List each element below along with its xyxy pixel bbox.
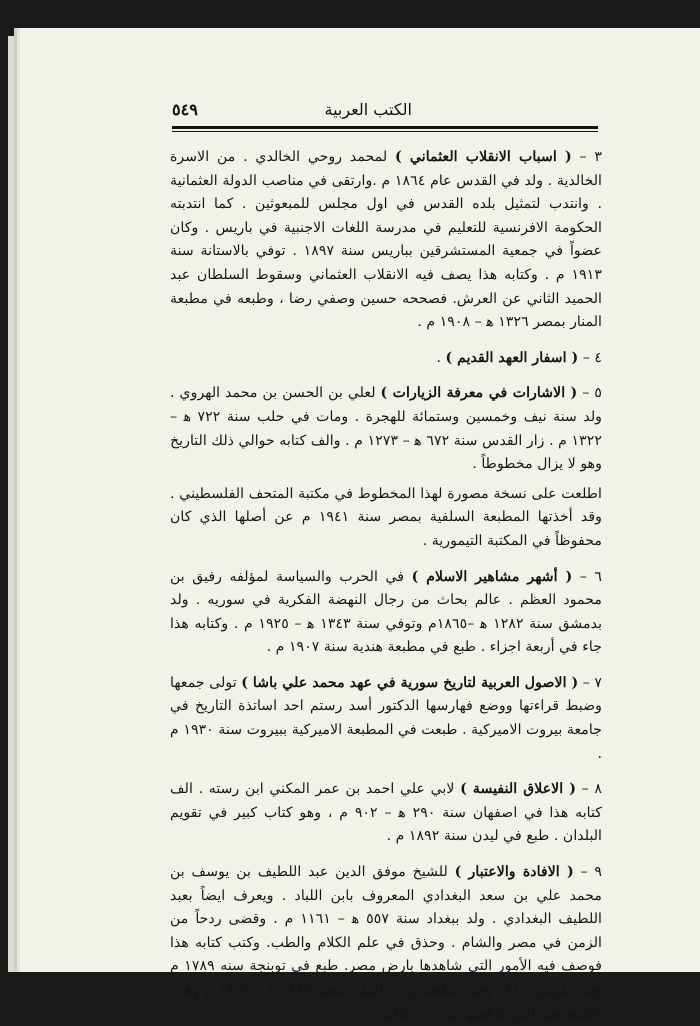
entry-title: ( اسباب الانقلاب العثماني ) bbox=[395, 149, 572, 165]
entry-number: ٦ – bbox=[572, 568, 602, 585]
entry-9 bbox=[170, 861, 602, 1026]
entry-paragraph bbox=[170, 382, 602, 476]
entry-text: لمحمد روحي الخالدي . من الاسرة الخالدية . ولد في القدس عام ١٨٦٤ م .وارتقى في مناصب الدولة العثمانية . وانتدب لتمثيل بلده القدس في اول مجلس للمبعوثين . كما انتدبته الحكومة الافرنسية للتعليم في مدرسة اللغات الاجنبية في باريس . وكان عضواً في جمعية المستشرقين بباريس سنة ١٨٩٧ . توفي بالاستانة سنة ١٩١٣ م . وكتابه هذا يصف فيه الانقلاب العثماني وسقوط السلطان عبد الحميد الثاني عن العرش. فصححه حسين وصفي رضا ، وطبعه في مطبعة المنار بمصر ١٣٢٦ ﻫ – ١٩٠٨ م . bbox=[170, 149, 602, 331]
page-number: ٥٤٩ bbox=[172, 100, 198, 119]
entry-title: ( اسفار العهد القديم ) bbox=[445, 349, 579, 366]
entry-text: . bbox=[436, 349, 446, 366]
running-title: الكتب العربية bbox=[324, 100, 412, 119]
entry-3 bbox=[170, 146, 602, 335]
entry-4 bbox=[170, 347, 602, 371]
entry-title: ( الاعلاق النفيسة ) bbox=[460, 781, 576, 798]
entry-number: ٨ – bbox=[575, 781, 602, 798]
entry-note: اطلعت على نسخة مصورة لهذا المخطوط في مكتبة المتحف الفلسطيني . وقد أخذتها المطبعة السلفية بمصر سنة ١٩٤١ م عن أصلها الذي كان محفوظاً في المكتبة التيمورية . bbox=[170, 485, 602, 549]
entry-6 bbox=[170, 566, 602, 660]
entry-paragraph bbox=[170, 778, 602, 849]
entry-text: تولى جمعها وضبط قراءتها ووضع فهارسها الدكتور أسد رستم احد اساتذة التاريخ في جامعة بيروت الاميركية . طبعت في المطبعة الاميركية ببيروت سنة ١٩٣٠ م . bbox=[170, 674, 602, 762]
entry-8 bbox=[170, 778, 602, 849]
header-rule-thick bbox=[172, 126, 598, 129]
page-header bbox=[172, 100, 598, 122]
entry-number: ٤ – bbox=[578, 349, 602, 366]
entry-text: في الحرب والسياسة لمؤلفه رفيق بن محمود العظم . عالم بحاث من رجال النهضة الفكرية في سوريه . ولد بدمشق سنة ١٢٨٢ ﻫ –١٨٦٥م وتوفي سنة ١٣٤٣ ﻫ – ١٩٢٥ م . وكتابه هذا جاء في أربعة اجزاء . طبع في مطبعة هندية سنة ١٩٠٧ م . bbox=[170, 568, 603, 656]
entry-number: ٣ – bbox=[571, 149, 602, 165]
entry-paragraph bbox=[170, 861, 602, 1026]
entry-title: ( أشهر مشاهير الاسلام ) bbox=[411, 568, 573, 585]
entry-number: ٧ – bbox=[578, 674, 602, 691]
entry-paragraph bbox=[170, 566, 602, 660]
entry-text: لابي علي احمد بن عمر المكني ابن رسته . الف كتابه هذا في اصفهان سنة ٢٩٠ ﻫ – ٩٠٢ م ، وهو كتاب كبير في تقويم البلدان . طبع في ليدن سنة ١٨٩٢ م . bbox=[170, 781, 603, 845]
entry-title: ( الاشارات في معرفة الزيارات ) bbox=[380, 385, 578, 402]
entry-paragraph bbox=[170, 146, 602, 335]
entry-7 bbox=[170, 672, 602, 766]
entry-text: للشيخ موفق الدين عبد اللطيف بن يوسف بن محمد علي بن سعد البغدادي المعروف بابن اللباد . ويعرف ايضاً بعبد اللطيف البغدادي . ولد ببغداد سنة ٥٥٧ ﻫ – ١١٦١ م . وقضى ردحاً من الزمن في مصر والشام . وحذق في علم الكلام والطب. وكتب كتابه هذا فوصف فيه الأمور التي شاهدها بارض مصر. طبع في توبنجة سنه ١٧٨٩ م وفي باريس ١٨١٠ وفي مطبعة وادي النيل بمصر ١٢٨٦ ﻫ – ١٨٦٩ م وهذه الطبعة هي التي طالعتها من اجل كتابي . bbox=[170, 864, 603, 1022]
entry-paragraph bbox=[170, 347, 602, 371]
entry-title: ( الافادة والاعتبار ) bbox=[454, 864, 574, 881]
header-rule-thin bbox=[172, 131, 598, 132]
entry-text: لعلي بن الحسن بن محمد الهروي . ولد سنة نيف وخمسين وستمائة للهجرة . ومات في حلب سنة ٧٢٢ ﻫ – ١٣٢٢ م . زار القدس سنة ٦٧٢ ﻫ – ١٢٧٣ م . والف كتابه حوالي ذلك التاريخ وهو لا يزال مخطوطاً . bbox=[170, 385, 603, 473]
entry-title: ( الاصول العربية لتاريخ سورية في عهد محمد علي باشا ) bbox=[241, 674, 579, 691]
page-body bbox=[170, 146, 602, 1026]
entry-paragraph bbox=[170, 672, 602, 766]
entry-number: ٥ – bbox=[577, 385, 602, 402]
entry-number: ٩ – bbox=[573, 864, 602, 881]
entry-5 bbox=[170, 382, 602, 553]
